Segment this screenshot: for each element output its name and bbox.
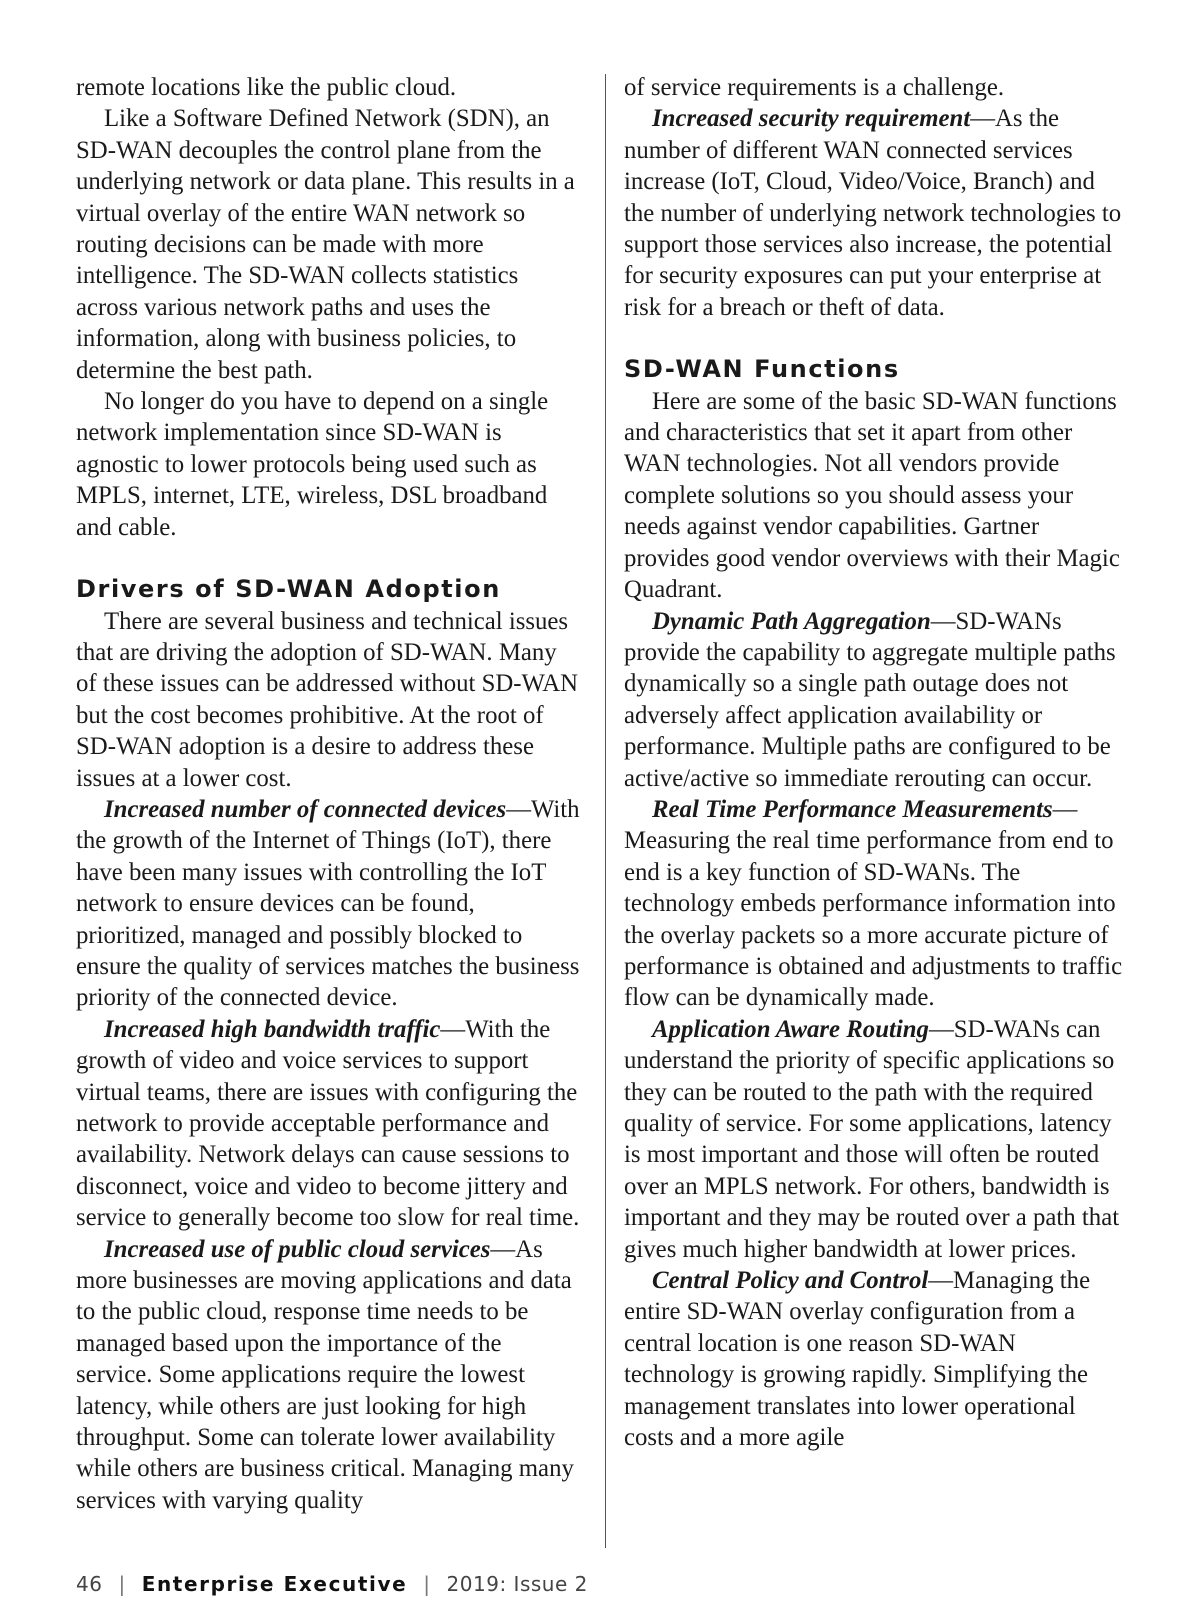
paragraph: Here are some of the basic SD-WAN functions and characteristics that set it apart from other WAN technologies. Not all vendors provide complete solutions so you should assess your needs against vendor capabilities. Gartner provides good vendor overviews with their Magic Quadrant. — [624, 387, 1120, 604]
paragraph-text: —Measuring the real time performance from end to end is a key function of SD-WANs. The technology embeds performance information into the overlay packets so a more accurate picture of performance is obtained and adjustments to traffic flow can be dynamically made. — [624, 795, 1123, 1012]
run-in-head: Increased high bandwidth traffic — [104, 1015, 441, 1043]
left-column — [76, 72, 580, 1516]
paragraph: No longer do you have to depend on a single network implementation since SD-WAN is agnostic to lower protocols being used such as MPLS, internet, LTE, wireless, DSL broadband and cable. — [76, 388, 549, 541]
page-number: 46 — [76, 1572, 103, 1596]
paragraph — [624, 103, 1128, 323]
paragraph: remote locations like the public cloud. — [76, 74, 457, 101]
paragraph — [624, 1265, 1128, 1453]
paragraph-text: —Managing the entire SD-WAN overlay configuration from a central location is one reason SD-WAN technology is growing rapidly. Simplifying the management translates into lower operational costs and a more agile — [624, 1267, 1091, 1452]
right-column — [624, 72, 1128, 1453]
paragraph-text: —SD-WANs can understand the priority of specific applications so they can be routed to the path with the required quality of service. For some applications, latency is most important and those will often be routed over an MPLS network. For others, bandwidth is important and they may be routed over a path that gives much higher bandwidth at lower prices. — [624, 1015, 1120, 1263]
paragraph — [624, 1014, 1128, 1265]
paragraph-text: —As more businesses are moving applications and data to the public cloud, response time needs to be managed based upon the importance of the service. Some applications require the lowest latency, while others are just looking for high throughput. Some can tolerate lower availability while others are business critical. Managing many services with varying quality — [76, 1235, 574, 1514]
section-heading: SD-WAN Functions — [624, 355, 900, 384]
footer-separator: | — [423, 1572, 431, 1596]
paragraph — [76, 1234, 580, 1517]
paragraph: There are several business and technical issues that are driving the adoption of SD-WAN. Many of these issues can be addressed without SD-WAN but the cost becomes prohibitive. At the root of SD-WAN adoption is a desire to address these issues at a lower cost. — [76, 607, 579, 792]
paragraph — [624, 606, 1128, 794]
run-in-head: Increased use of public cloud services — [104, 1235, 491, 1263]
column-divider — [605, 74, 606, 1548]
run-in-head: Increased number of connected devices — [104, 795, 507, 823]
run-in-head: Real Time Performance Measurements — [652, 795, 1053, 823]
paragraph-text: —With the growth of the Internet of Things (IoT), there have been many issues with controlling the IoT network to ensure devices can be found, prioritized, managed and possibly blocked to ensure the quality of services matches the business priority of the connected device. — [76, 795, 580, 1012]
section-heading: Drivers of SD-WAN Adoption — [76, 575, 501, 604]
paragraph-text: —SD-WANs provide the capability to aggregate multiple paths dynamically so a single path outage does not adversely affect application availability or performance. Multiple paths are configured to be active/active so immediate rerouting can occur. — [624, 607, 1116, 792]
paragraph — [624, 794, 1128, 1014]
run-in-head: Central Policy and Control — [652, 1267, 929, 1295]
run-in-head: Application Aware Routing — [652, 1015, 929, 1043]
paragraph-text: —As the number of different WAN connected services increase (IoT, Cloud, Video/Voice, Branch) and the number of underlying network technologies to support those services also increase, the potential for security exposures can put your enterprise at risk for a breach or theft of data. — [624, 105, 1122, 321]
spacer — [624, 323, 1128, 354]
publication-name: Enterprise Executive — [141, 1572, 408, 1596]
page-footer — [76, 1572, 588, 1596]
run-in-head: Increased security requirement — [652, 105, 971, 133]
paragraph — [76, 794, 580, 1014]
footer-separator: | — [118, 1572, 126, 1596]
paragraph: Like a Software Defined Network (SDN), an SD-WAN decouples the control plane from the underlying network or data plane. This results in a virtual overlay of the entire WAN network so routing decisions can be made with more intelligence. The SD-WAN collects statistics across various network paths and uses the information, along with business policies, to determine the best path. — [76, 105, 575, 384]
spacer — [76, 543, 580, 574]
issue-label: 2019: Issue 2 — [446, 1572, 588, 1596]
paragraph-text: —With the growth of video and voice services to support virtual teams, there are issues with configuring the network to provide acceptable performance and availability. Network delays can cause sessions to disconnect, voice and video to become jittery and service to generally become too slow for real time. — [76, 1015, 580, 1232]
run-in-head: Dynamic Path Aggregation — [652, 607, 931, 635]
paragraph: of service requirements is a challenge. — [624, 74, 1005, 101]
paragraph — [76, 1014, 580, 1234]
